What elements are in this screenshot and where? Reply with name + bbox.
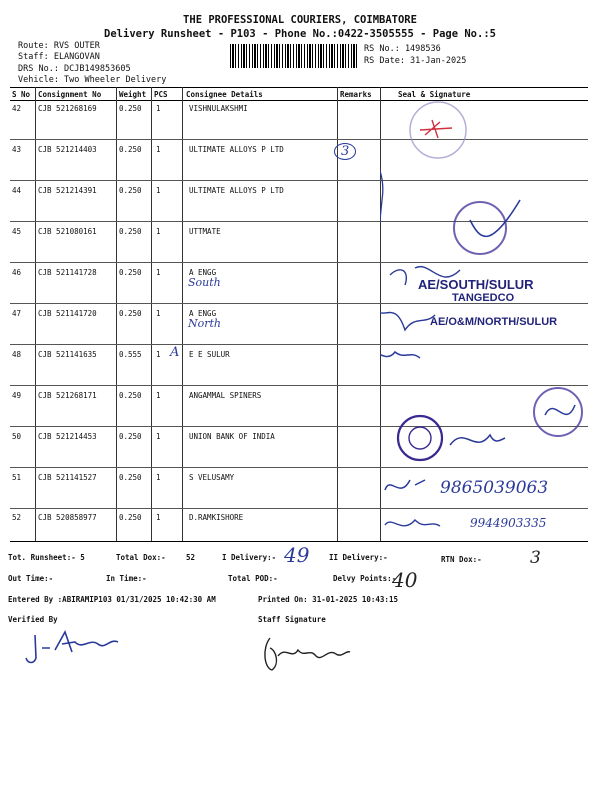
row-handwritten-note: North xyxy=(188,317,222,330)
row-sno: 50 xyxy=(12,432,22,441)
staff-label: Staff: ELANGOVAN xyxy=(18,52,100,62)
row-weight: 0.250 xyxy=(119,309,142,318)
circular-stamp xyxy=(454,202,506,254)
row-pcs: 1 xyxy=(156,391,161,400)
rs-number: RS No.: 1498536 xyxy=(364,44,441,54)
signature xyxy=(380,352,420,358)
remark-circled-count: 3 xyxy=(334,143,356,160)
row-pcs: 1 xyxy=(156,104,161,113)
total-dox-label: Total Dox:- xyxy=(116,553,166,562)
row-consignee: UTTMATE xyxy=(189,227,221,236)
row-sno: 46 xyxy=(12,268,22,277)
row-consignment-no: CJB 521268171 xyxy=(38,391,97,400)
row-weight: 0.250 xyxy=(119,227,142,236)
row-sno: 47 xyxy=(12,309,22,318)
bracket-mark xyxy=(380,145,383,270)
bank-stamp-inner xyxy=(409,427,431,449)
bank-stamp xyxy=(398,416,442,460)
row-weight: 0.250 xyxy=(119,268,142,277)
row-pcs: 1 xyxy=(156,350,161,359)
row-consignment-no: CJB 521141728 xyxy=(38,268,97,277)
barcode xyxy=(230,44,358,68)
i-delivery-value: 49 xyxy=(284,543,310,567)
col-pcs: PCS xyxy=(154,90,168,99)
row-handwritten-note: South xyxy=(188,276,221,289)
rtn-dox-value: 3 xyxy=(530,548,541,568)
row-pcs: 1 xyxy=(156,186,161,195)
col-consignment: Consignment No xyxy=(38,90,102,99)
total-pod-label: Total POD:- xyxy=(228,574,278,583)
delvy-points-label: Delvy Points:- xyxy=(333,574,397,583)
row-consignment-no: CJB 521141527 xyxy=(38,473,97,482)
row-weight: 0.250 xyxy=(119,145,142,154)
col-sno: S No xyxy=(12,90,31,99)
col-consignee: Consignee Details xyxy=(186,90,263,99)
row-consignee: ULTIMATE ALLOYS P LTD xyxy=(189,145,284,154)
row-consignment-no: CJB 521141635 xyxy=(38,350,97,359)
row-handwritten-mark: A xyxy=(170,345,180,360)
signature xyxy=(450,435,505,445)
row-consignee: ANGAMMAL SPINERS xyxy=(189,391,262,400)
row-consignee: UNION BANK OF INDIA xyxy=(189,432,275,441)
signature xyxy=(380,310,435,330)
row-consignee: ULTIMATE ALLOYS P LTD xyxy=(189,186,284,195)
col-weight: Weight xyxy=(119,90,147,99)
row-weight: 0.250 xyxy=(119,513,142,522)
row-weight: 0.250 xyxy=(119,104,142,113)
out-time-label: Out Time:- xyxy=(8,574,54,583)
row-consignee: D.RAMKISHORE xyxy=(189,513,244,522)
signature xyxy=(385,480,425,490)
i-delivery-label: I Delivery:- xyxy=(222,553,277,562)
row-sno: 52 xyxy=(12,513,22,522)
handwritten-phone: 9944903335 xyxy=(470,516,547,530)
row-sno: 42 xyxy=(12,104,22,113)
stamp-tangedco: TANGEDCO xyxy=(452,292,515,304)
row-pcs: 1 xyxy=(156,227,161,236)
red-signature xyxy=(420,120,452,138)
handwritten-phone: 9865039063 xyxy=(440,478,549,498)
stamp-ae-north: AE/O&M/NORTH/SULUR xyxy=(430,316,558,328)
row-consignment-no: CJB 521141720 xyxy=(38,309,97,318)
row-pcs: 1 xyxy=(156,432,161,441)
in-time-label: In Time:- xyxy=(106,574,147,583)
rtn-dox-label: RTN Dox:- xyxy=(441,555,482,564)
row-consignee: E E SULUR xyxy=(189,350,230,359)
row-weight: 0.250 xyxy=(119,391,142,400)
row-sno: 49 xyxy=(12,391,22,400)
row-pcs: 1 xyxy=(156,145,161,154)
printed-on: Printed On: 31-01-2025 10:43:15 xyxy=(258,595,398,604)
row-sno: 51 xyxy=(12,473,22,482)
col-remarks: Remarks xyxy=(340,90,372,99)
verifier-signature xyxy=(20,620,130,670)
row-sno: 48 xyxy=(12,350,22,359)
vehicle-label: Vehicle: Two Wheeler Delivery xyxy=(18,75,167,85)
ii-delivery-label: II Delivery:- xyxy=(329,553,388,562)
staff-signature xyxy=(258,628,358,683)
circular-stamp xyxy=(534,388,582,436)
row-consignment-no: CJB 521214453 xyxy=(38,432,97,441)
rs-date: RS Date: 31-Jan-2025 xyxy=(364,56,467,66)
signature xyxy=(470,200,520,236)
row-consignment-no: CJB 521268169 xyxy=(38,104,97,113)
row-weight: 0.250 xyxy=(119,473,142,482)
runsheet-subtitle: Delivery Runsheet - P103 - Phone No.:0422-3505555 - Page No.:5 xyxy=(104,28,496,40)
row-consignment-no: CJB 521214391 xyxy=(38,186,97,195)
row-pcs: 1 xyxy=(156,268,161,277)
row-consignment-no: CJB 521080161 xyxy=(38,227,97,236)
drs-number: DRS No.: DCJB149853605 xyxy=(18,64,131,74)
row-weight: 0.250 xyxy=(119,432,142,441)
row-consignment-no: CJB 520858977 xyxy=(38,513,97,522)
row-sno: 44 xyxy=(12,186,22,195)
staff-signature-label: Staff Signature xyxy=(258,615,326,624)
row-pcs: 1 xyxy=(156,309,161,318)
row-consignee: VISHNULAKSHMI xyxy=(189,104,248,113)
row-weight: 0.555 xyxy=(119,350,142,359)
row-weight: 0.250 xyxy=(119,186,142,195)
route-label: Route: RVS OUTER xyxy=(18,41,100,51)
row-sno: 43 xyxy=(12,145,22,154)
total-dox-value: 52 xyxy=(186,553,196,562)
row-consignee: A ENGG xyxy=(189,309,217,318)
delvy-points-value: 40 xyxy=(392,568,418,592)
signature xyxy=(385,520,440,526)
row-pcs: 1 xyxy=(156,513,161,522)
circular-stamp xyxy=(410,102,466,158)
tot-runsheet: Tot. Runsheet:- 5 xyxy=(8,553,85,562)
signature xyxy=(545,405,575,415)
row-consignee: A ENGG xyxy=(189,268,217,277)
entered-by: Entered By :ABIRAMIP103 01/31/2025 10:42:30 AM xyxy=(8,595,216,604)
row-consignee: S VELUSAMY xyxy=(189,473,235,482)
col-seal-signature: Seal & Signature xyxy=(398,90,471,99)
verified-by-label: Verified By xyxy=(8,615,58,624)
row-consignment-no: CJB 521214403 xyxy=(38,145,97,154)
company-title: THE PROFESSIONAL COURIERS, COIMBATORE xyxy=(183,14,417,26)
row-sno: 45 xyxy=(12,227,22,236)
stamp-ae-south: AE/SOUTH/SULUR xyxy=(418,277,534,292)
row-pcs: 1 xyxy=(156,473,161,482)
